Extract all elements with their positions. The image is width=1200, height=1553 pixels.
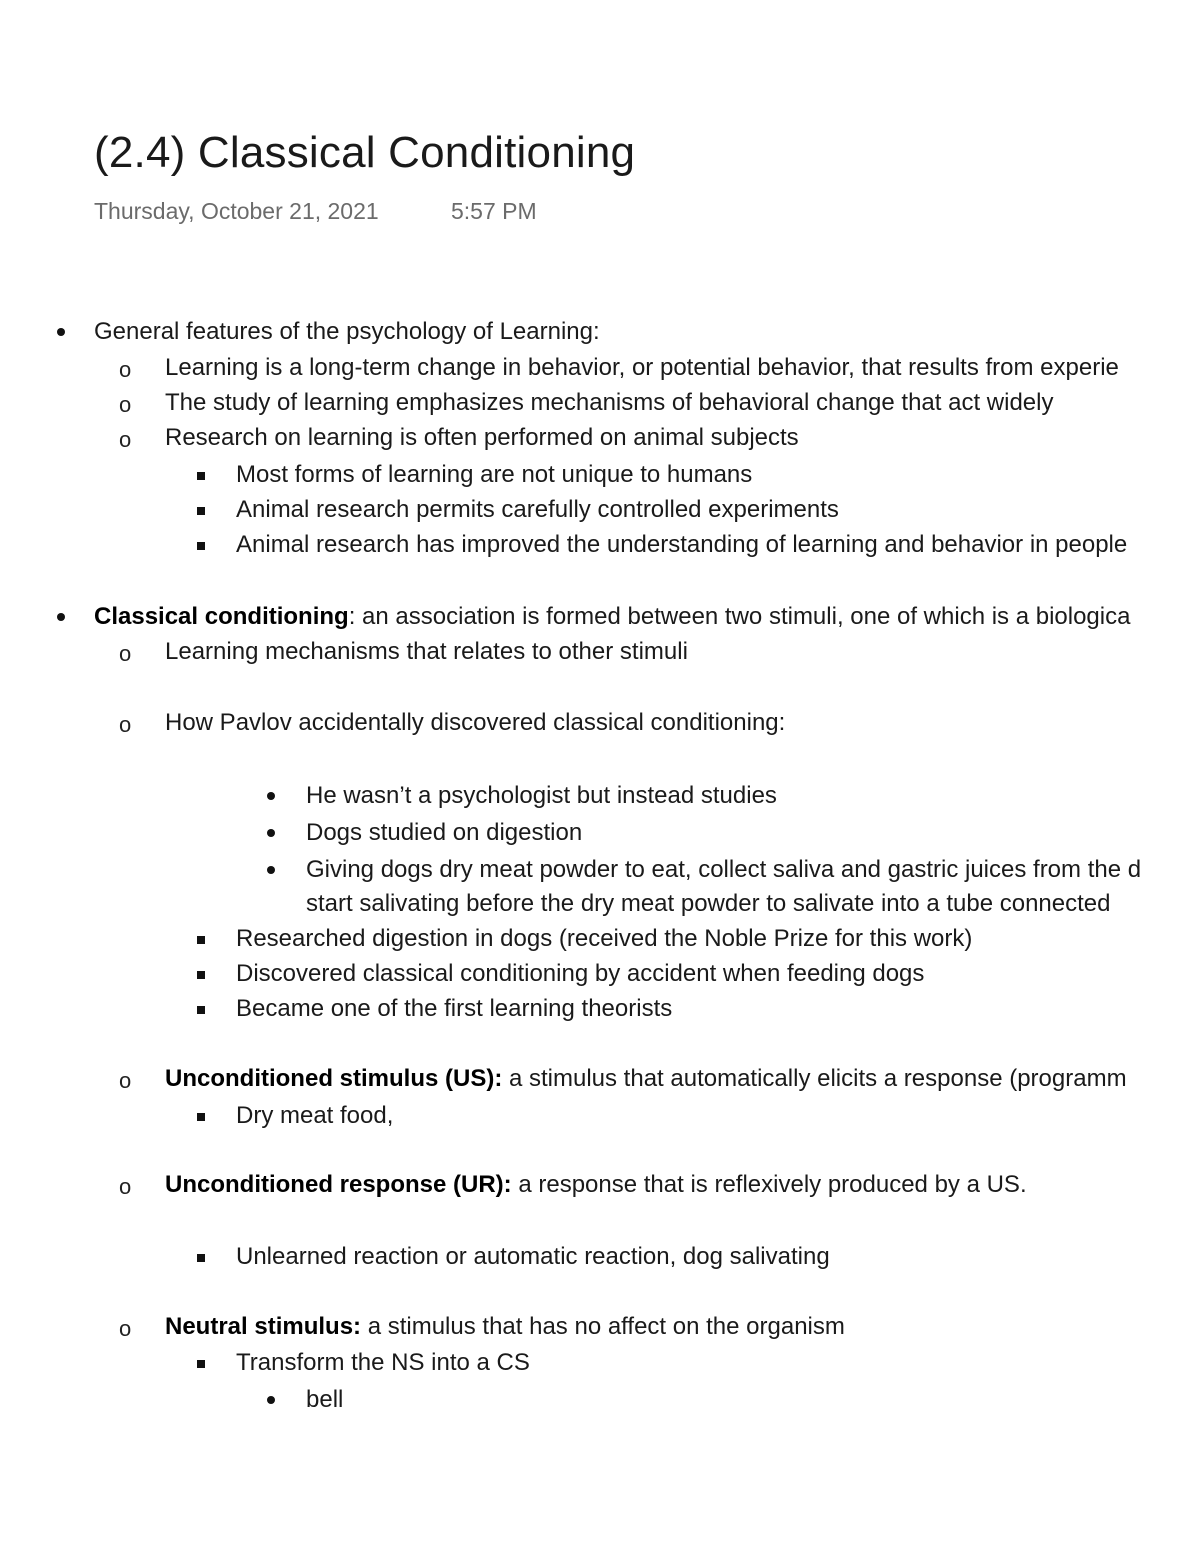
bullet-circle-icon: o — [119, 357, 132, 382]
list-item-level2 — [165, 1064, 1127, 1094]
list-item-level2: How Pavlov accidentally discovered classical conditioning: — [165, 709, 786, 736]
definition-text: a stimulus that automatically elicits a response (programm — [502, 1065, 1127, 1092]
bullet-square-icon — [197, 971, 205, 979]
note-time: 5:57 PM — [451, 198, 537, 224]
bullet-square-icon — [197, 1254, 205, 1262]
bullet-circle-icon: o — [119, 1316, 132, 1341]
list-item-level3: Unlearned reaction or automatic reaction, dog salivating — [236, 1243, 830, 1270]
note-date: Thursday, October 21, 2021 — [94, 198, 379, 224]
list-item-level2: Learning is a long-term change in behavior, or potential behavior, that results from experie — [165, 354, 1119, 381]
list-item-continuation: start salivating before the dry meat powder to salivate into a tube connected — [306, 890, 1111, 917]
bullet-square-icon — [197, 1360, 205, 1368]
definition-term: Classical conditioning — [94, 603, 349, 630]
page-title: (2.4) Classical Conditioning — [94, 128, 636, 177]
list-item-level3: Most forms of learning are not unique to humans — [236, 461, 753, 488]
bullet-circle-icon: o — [119, 1068, 132, 1093]
bullet-square-icon — [197, 507, 205, 515]
list-item-level3: Researched digestion in dogs (received the Noble Prize for this work) — [236, 925, 973, 952]
bullet-square-icon — [197, 542, 205, 550]
list-item-level2: The study of learning emphasizes mechanisms of behavioral change that act widely — [165, 389, 1054, 416]
list-item-level4: bell — [306, 1386, 344, 1413]
list-item-level2: Learning mechanisms that relates to other stimuli — [165, 638, 688, 665]
definition-text: a stimulus that has no affect on the organism — [361, 1313, 845, 1340]
list-item-level1: General features of the psychology of Learning: — [94, 318, 600, 345]
list-item-level3: Became one of the first learning theorists — [236, 995, 673, 1022]
list-item-level3: Dry meat food, — [236, 1102, 394, 1129]
list-item-level2 — [165, 1170, 1027, 1200]
bullet-disc-icon — [267, 1396, 275, 1404]
bullet-disc-icon — [267, 792, 275, 800]
list-item-level3: Discovered classical conditioning by accident when feeding dogs — [236, 960, 925, 987]
list-item-level2 — [165, 1312, 845, 1342]
bullet-square-icon — [197, 472, 205, 480]
list-item-level4: He wasn’t a psychologist but instead studies — [306, 782, 777, 809]
list-item-level4: Giving dogs dry meat powder to eat, collect saliva and gastric juices from the d — [306, 856, 1142, 883]
bullet-circle-icon: o — [119, 392, 132, 417]
definition-term: Unconditioned response (UR): — [165, 1171, 512, 1198]
list-item-level3: Transform the NS into a CS — [236, 1349, 530, 1376]
bullet-square-icon — [197, 936, 205, 944]
bullet-disc-icon — [267, 829, 275, 837]
bullet-disc-icon — [57, 328, 65, 336]
bullet-circle-icon: o — [119, 712, 132, 737]
bullet-disc-icon — [267, 866, 275, 874]
definition-term: Unconditioned stimulus (US): — [165, 1065, 503, 1092]
definition-term: Neutral stimulus: — [165, 1313, 362, 1340]
bullet-square-icon — [197, 1113, 205, 1121]
bullet-circle-icon: o — [119, 427, 132, 452]
list-item-level2: Research on learning is often performed on animal subjects — [165, 424, 799, 451]
bullet-square-icon — [197, 1006, 205, 1014]
bullet-disc-icon — [57, 613, 65, 621]
bullet-circle-icon: o — [119, 1174, 132, 1199]
bullet-circle-icon: o — [119, 641, 132, 666]
list-item-level3: Animal research permits carefully controlled experiments — [236, 496, 839, 523]
list-item-level3: Animal research has improved the understanding of learning and behavior in people — [236, 531, 1128, 558]
list-item-level4: Dogs studied on digestion — [306, 819, 583, 846]
definition-text: a response that is reflexively produced by a US. — [511, 1171, 1027, 1198]
definition-text: : an association is formed between two stimuli, one of which is a biologica — [348, 603, 1131, 630]
list-item-level1 — [94, 602, 1130, 632]
